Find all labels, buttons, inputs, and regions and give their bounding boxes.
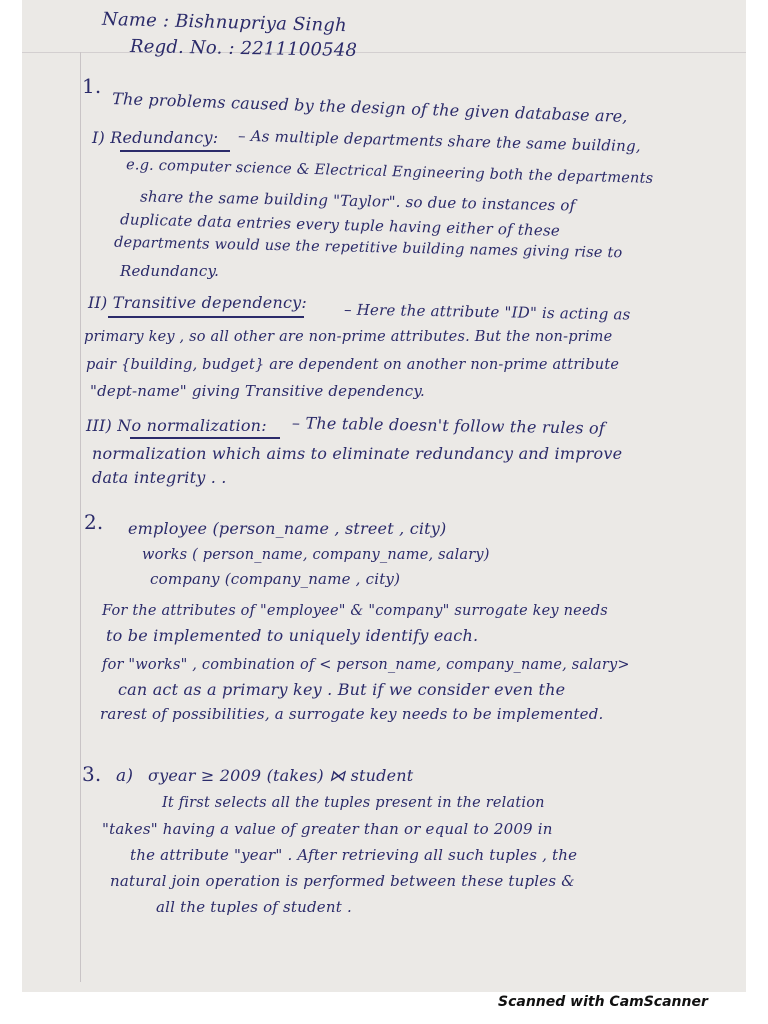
redundancy-line-1: – As multiple departments share the same building, bbox=[237, 126, 642, 156]
q3-part-label: a) bbox=[116, 766, 134, 786]
student-name: Name : Bishnupriya Singh bbox=[101, 8, 348, 37]
question-3-number: 3. bbox=[82, 762, 102, 786]
transitive-line-3: pair {building, budget} are dependent on another non-prime attribute bbox=[86, 357, 620, 373]
q2-line-1: For the attributes of "employee" & "company" surrogate key needs bbox=[102, 603, 608, 619]
redundancy-line-5: departments would use the repetitive building names giving rise to bbox=[113, 234, 623, 262]
camscanner-watermark: Scanned with CamScanner bbox=[498, 994, 708, 1010]
redundancy-underline bbox=[120, 150, 230, 152]
q3-line-5: all the tuples of student . bbox=[156, 898, 352, 916]
q3-line-2: "takes" having a value of greater than or equal to 2009 in bbox=[102, 820, 553, 838]
redundancy-line-2: e.g. computer science & Electrical Engineering both the departments bbox=[125, 157, 654, 187]
q2-line-2: to be implemented to uniquely identify each. bbox=[106, 626, 479, 645]
q2-line-5: rarest of possibilities, a surrogate key needs to be implemented. bbox=[100, 705, 604, 723]
normalization-line-3: data integrity . . bbox=[92, 468, 227, 487]
transitive-line-2: primary key , so all other are non-prime attributes. But the non-prime bbox=[84, 329, 613, 345]
redundancy-label: I) Redundancy: bbox=[92, 128, 219, 147]
redundancy-line-6: Redundancy. bbox=[120, 262, 220, 280]
schema-employee: employee (person_name , street , city) bbox=[128, 519, 447, 538]
schema-works: works ( person_name, company_name, salary) bbox=[142, 547, 490, 563]
redundancy-line-4: duplicate data entries every tuple having either of these bbox=[119, 210, 561, 240]
normalization-underline bbox=[130, 437, 280, 439]
question-2-number: 2. bbox=[84, 510, 104, 534]
notebook-page bbox=[22, 0, 746, 992]
transitive-underline bbox=[108, 316, 304, 318]
schema-company: company (company_name , city) bbox=[150, 570, 401, 588]
normalization-line-1: – The table doesn't follow the rules of bbox=[291, 413, 606, 438]
q3-line-1: It first selects all the tuples present in the relation bbox=[162, 795, 545, 811]
relational-algebra-expression: σyear ≥ 2009 (takes) ⋈ student bbox=[148, 766, 414, 785]
q2-line-3: for "works" , combination of < person_name, company_name, salary> bbox=[102, 657, 630, 673]
registration-number: Regd. No. : 2211100548 bbox=[129, 36, 358, 61]
q2-line-4: can act as a primary key . But if we consider even the bbox=[118, 680, 566, 699]
question-1-number: 1. bbox=[82, 74, 102, 98]
q1-intro: The problems caused by the design of the given database are, bbox=[111, 89, 628, 126]
redundancy-line-3: share the same building "Taylor". so due to instances of bbox=[139, 187, 576, 215]
q3-line-3: the attribute "year" . After retrieving all such tuples , the bbox=[130, 846, 578, 864]
transitive-line-4: "dept-name" giving Transitive dependency. bbox=[90, 382, 425, 400]
q3-line-4: natural join operation is performed between these tuples & bbox=[110, 872, 575, 890]
page-margin-line bbox=[80, 52, 81, 982]
transitive-label: II) Transitive dependency: bbox=[88, 293, 307, 312]
normalization-line-2: normalization which aims to eliminate redundancy and improve bbox=[92, 444, 623, 463]
normalization-label: III) No normalization: bbox=[86, 416, 267, 435]
transitive-line-1: – Here the attribute "ID" is acting as bbox=[343, 300, 631, 324]
